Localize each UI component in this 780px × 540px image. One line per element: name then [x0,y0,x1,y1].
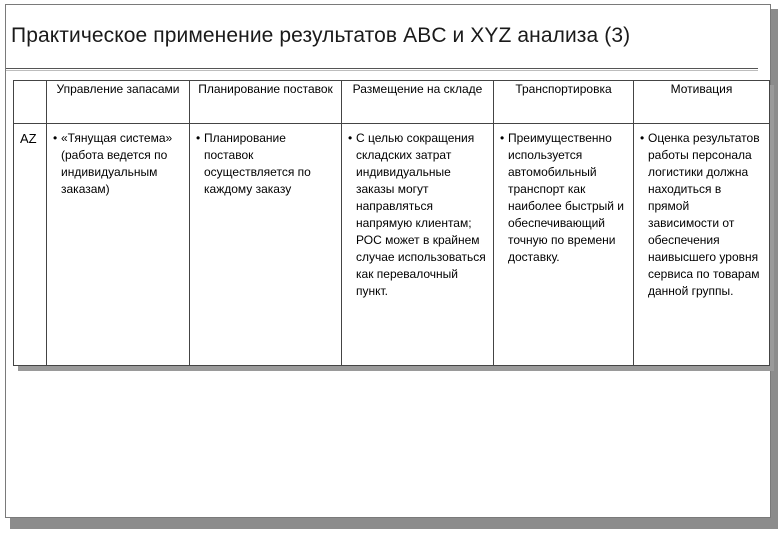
bullet-icon: • [348,131,353,145]
bullet-icon: • [640,131,645,145]
header-row [14,81,770,124]
cell-text: «Тянущая система» (работа ведется по индивидуальным заказам) [61,131,173,196]
header-cell-empty [14,81,47,124]
header-label: Планирование поставок [198,82,333,96]
table-cell [47,124,190,366]
header-cell-motivation [634,81,770,124]
bullet-icon: • [196,131,201,145]
cell-text: Оценка результатов работы персонала логистики должна находиться в прямой зависимости от обеспечения наивысшего уровня сервиса по товарам данной группы. [648,131,760,298]
table-cell [190,124,342,366]
header-cell-warehouse [342,81,494,124]
title-divider [6,68,758,69]
table-cell [494,124,634,366]
header-label: Управление запасами [56,82,180,96]
slide-title: Практическое применение результатов ABC и XYZ анализа (3) [11,24,631,47]
table-row [14,124,770,366]
header-label: Мотивация [670,82,733,96]
header-cell-supply-planning [190,81,342,124]
row-label: AZ [14,124,47,366]
header-cell-transport [494,81,634,124]
header-cell-inventory [47,81,190,124]
table-cell [342,124,494,366]
cell-text: Преимущественно используется автомобильный транспорт как наиболее быстрый и обеспечивающий точную по времени доставку. [508,131,625,264]
header-label: Транспортировка [515,82,612,96]
bullet-icon: • [500,131,505,145]
table-cell [634,124,770,366]
cell-text: Планирование поставок осуществляется по каждому заказу [204,131,311,196]
header-label: Размещение на складе [352,82,483,96]
abc-xyz-table [13,80,770,366]
cell-text: С целью сокращения складских затрат индивидуальные заказы могут направляться напрямую клиентам; РОС может в крайнем случае использоваться как перевалочный пункт. [356,131,486,298]
bullet-icon: • [53,131,58,145]
